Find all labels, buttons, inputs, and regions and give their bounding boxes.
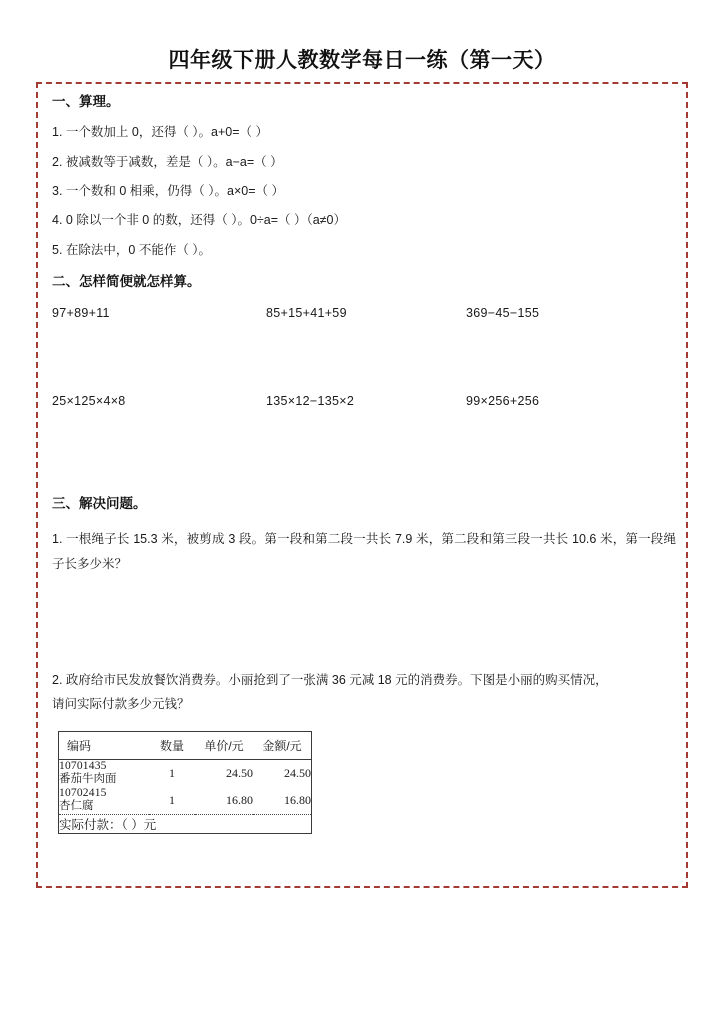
item-code-number: 10702415: [59, 786, 107, 799]
section-jiejue-wenti: [52, 494, 676, 834]
column-header-quantity: 数量: [149, 731, 195, 759]
fill-in-item[interactable]: 5. 在除法中，0 不能作（ ）。: [52, 242, 212, 257]
cell-quantity: 1: [169, 792, 175, 807]
calculation-expression[interactable]: 85+15+41+59: [266, 306, 347, 321]
table-header-row: [59, 731, 312, 759]
column-header-amount: 金额/元: [253, 731, 312, 759]
column-header-unit-price: 单价/元: [195, 731, 253, 759]
calculation-expression[interactable]: 25×125×4×8: [52, 394, 126, 409]
receipt-table: [58, 731, 312, 834]
cell-item-code: [59, 759, 150, 787]
cell-unit-price: 16.80: [226, 792, 253, 807]
fill-in-item[interactable]: 2. 被减数等于减数，差是（ ）。a−a=（ ）: [52, 154, 283, 169]
calculation-row: [52, 306, 662, 394]
table-row-total: [59, 815, 312, 834]
cell-amount: 24.50: [284, 765, 311, 780]
item-code-name: 番茄牛肉面: [59, 773, 117, 786]
table-row: [59, 787, 312, 815]
fill-in-item[interactable]: 1. 一个数加上 0，还得（ ）。a+0=（ ）: [52, 125, 269, 140]
word-problem-1[interactable]: 1. 一根绳子长 15.3 米，被剪成 3 段。第一段和第二段一共长 7.9 米，第二段和第三段一共长 10.6 米，第一段绳子长多少米？: [52, 532, 676, 571]
exercise-frame: [36, 82, 688, 888]
cell-unit-price: 24.50: [226, 765, 253, 780]
section-2-heading: 二、怎样简便就怎样算。: [52, 274, 201, 289]
cell-amount: 16.80: [284, 792, 311, 807]
calculation-row: [52, 394, 662, 482]
cell-quantity: 1: [169, 765, 175, 780]
section-suanli: [52, 92, 662, 270]
calculation-expression[interactable]: 97+89+11: [52, 306, 110, 321]
section-3-heading: 三、解决问题。: [52, 496, 147, 511]
word-problem-2-line-2[interactable]: 请问实际付款多少元钱？: [52, 697, 190, 712]
total-payment-label[interactable]: 实际付款：（ ）元: [59, 815, 312, 834]
calculation-expression[interactable]: 99×256+256: [466, 394, 540, 409]
column-header-code: 编码: [59, 731, 150, 759]
cell-item-code: [59, 787, 150, 815]
receipt-container: [58, 731, 676, 834]
calculation-grid: [52, 306, 662, 482]
table-row: [59, 759, 312, 787]
receipt-table-header: [59, 731, 312, 759]
fill-in-item[interactable]: 4. 0 除以一个非 0 的数，还得（ ）。0÷a=（ ）（a≠0）: [52, 213, 346, 228]
section-jianbian-jisuan: [52, 272, 662, 482]
answer-space[interactable]: [52, 576, 676, 668]
fill-in-item[interactable]: 3. 一个数和 0 相乘，仍得（ ）。a×0=（ ）: [52, 184, 284, 198]
item-code-name: 杏仁腐: [59, 800, 94, 813]
section-1-heading: 一、算理。: [52, 94, 120, 109]
page-title: 四年级下册人教数学每日一练（第一天）: [168, 49, 556, 72]
calculation-expression[interactable]: 135×12−135×2: [266, 394, 355, 409]
receipt-table-body: [59, 759, 312, 833]
word-problem-2-line-1[interactable]: 2. 政府给市民发放餐饮消费券。小丽抢到了一张满 36 元减 18 元的消费券。下图是小丽的购买情况，: [52, 673, 608, 687]
item-code-number: 10701435: [59, 759, 107, 772]
calculation-expression[interactable]: 369−45−155: [466, 306, 540, 321]
